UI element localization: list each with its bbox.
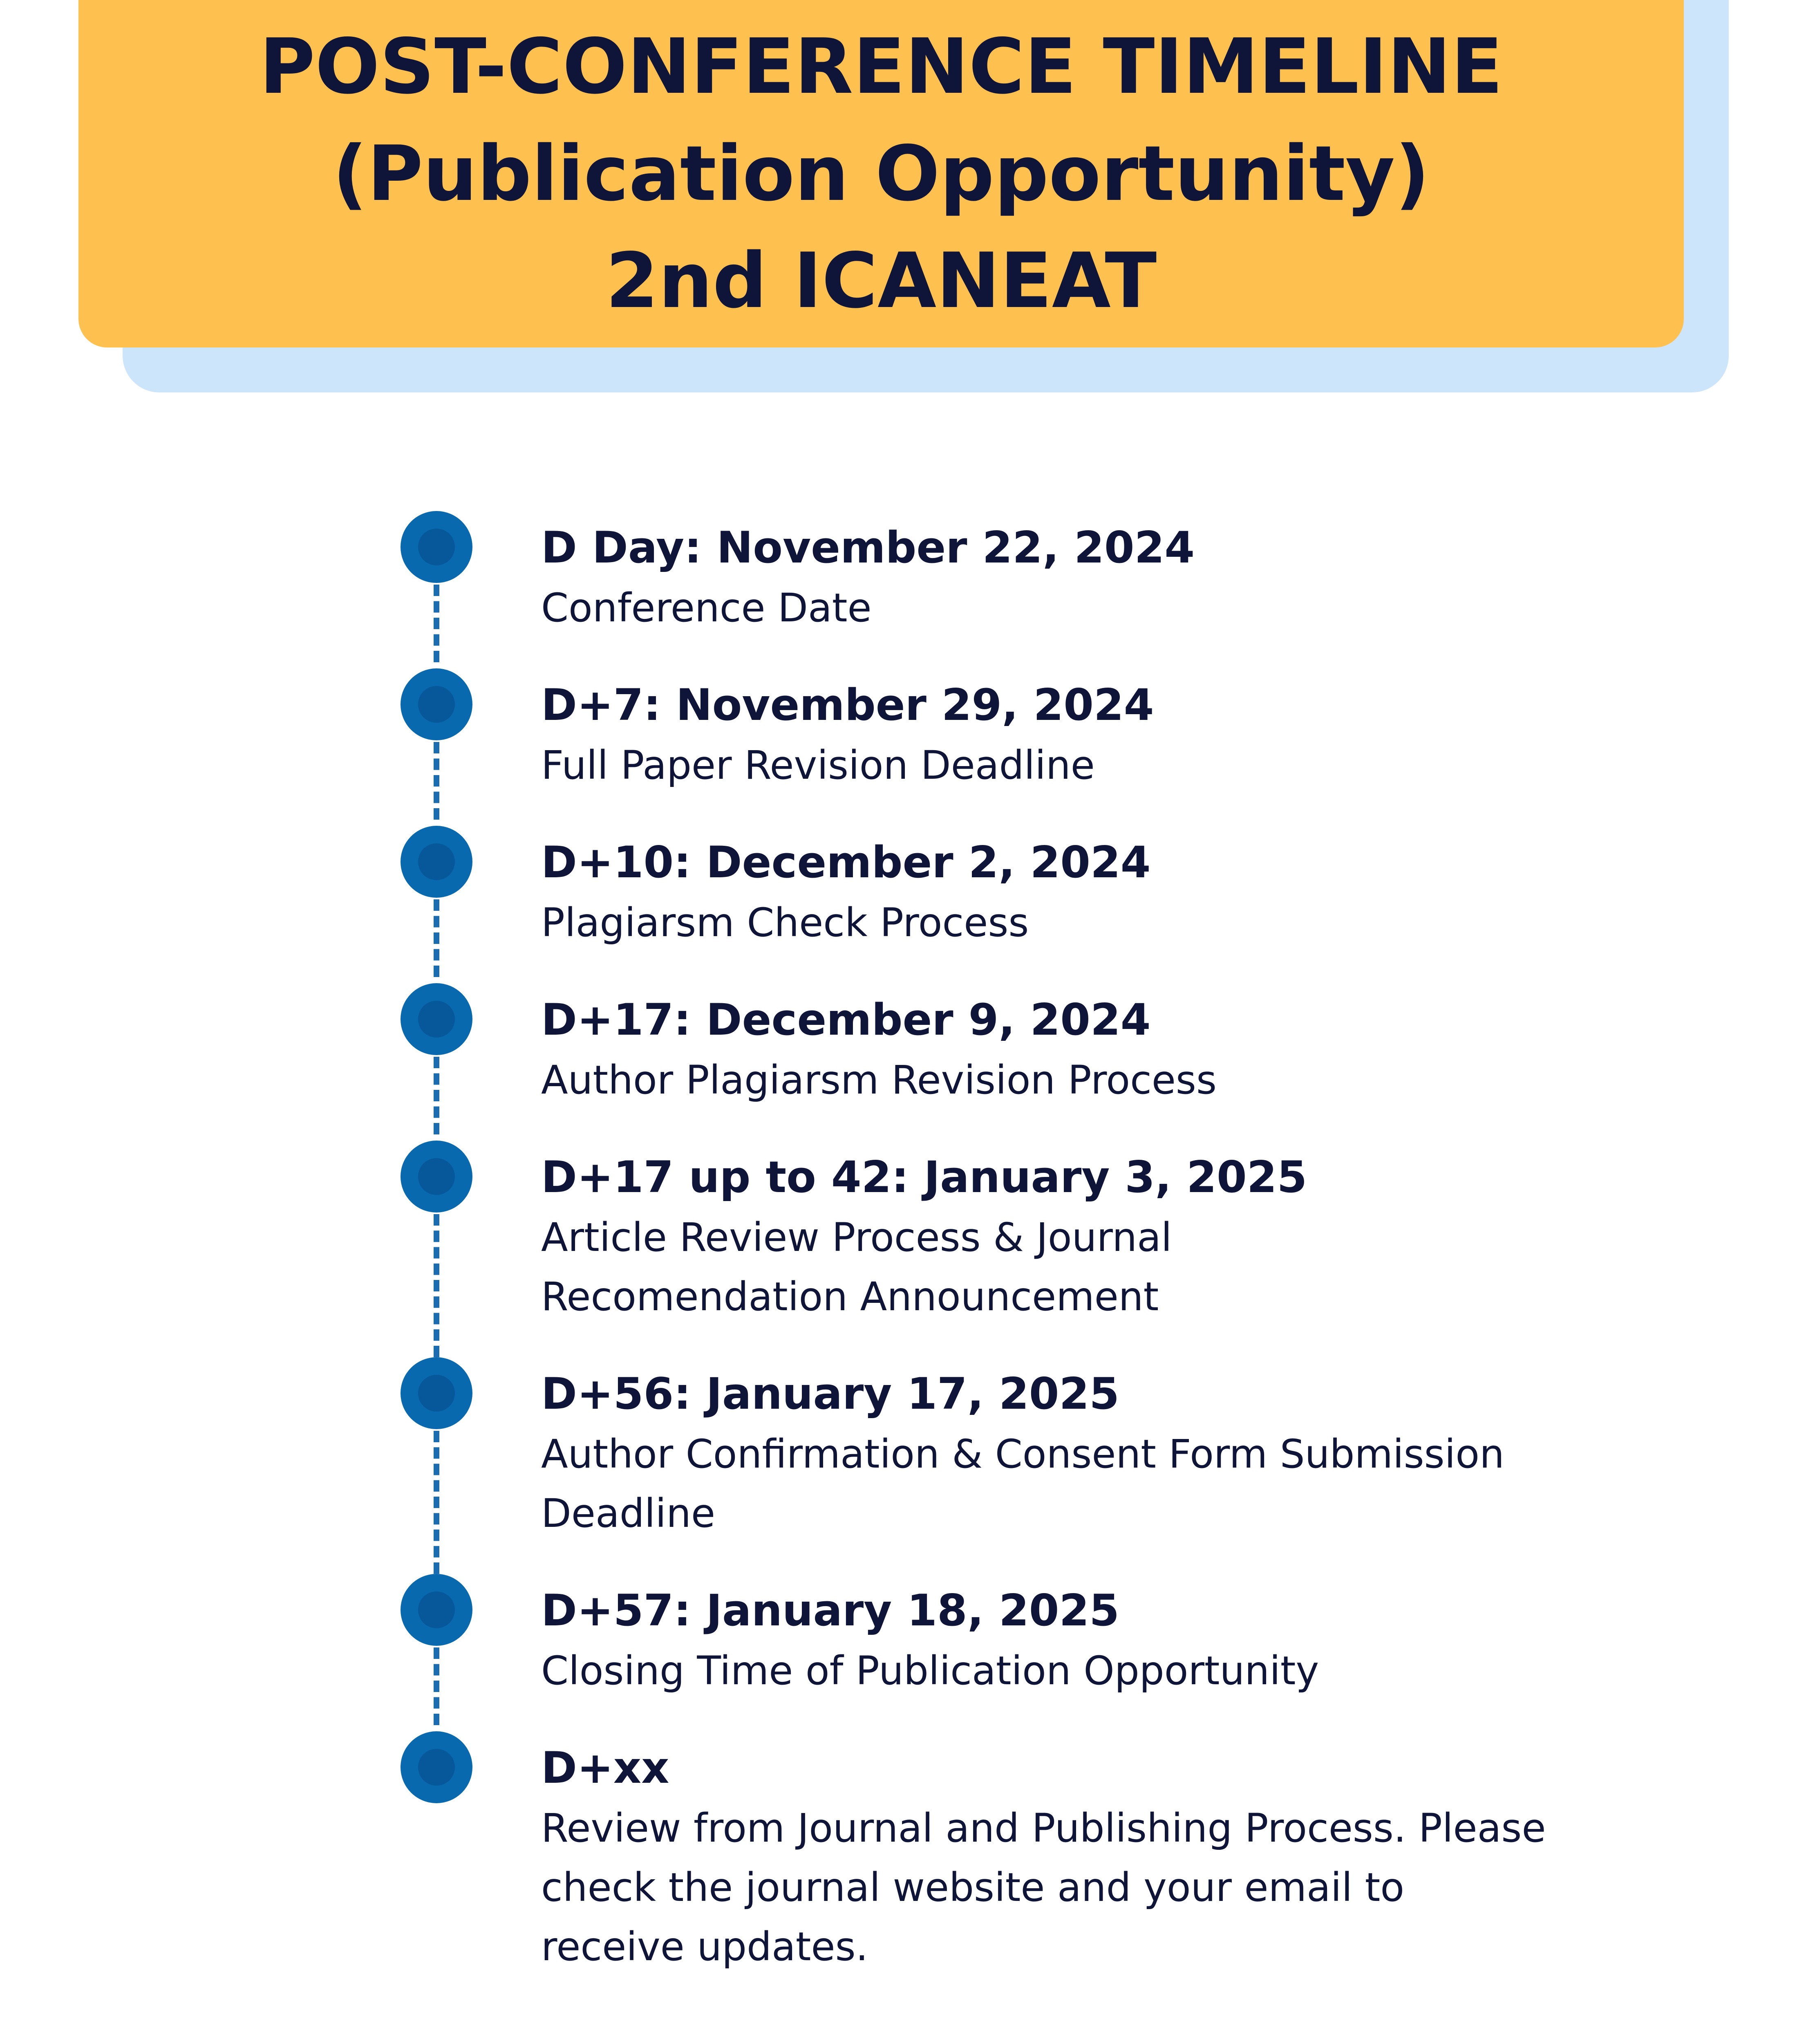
timeline-marker-icon xyxy=(401,983,472,1055)
milestone-date: D+56: January 17, 2025 xyxy=(541,1369,1120,1419)
milestone-description: Closing Time of Publication Opportunity xyxy=(541,1648,1319,1694)
timeline-connector xyxy=(434,1057,439,1134)
milestone-date: D+7: November 29, 2024 xyxy=(541,680,1154,730)
timeline-marker-icon xyxy=(401,511,472,583)
timeline-marker-icon xyxy=(401,1574,472,1646)
timeline-connector xyxy=(434,742,439,820)
timeline-connector xyxy=(434,1647,439,1725)
page-title-line-2: (Publication Opportunity) xyxy=(332,129,1430,218)
page-title-line-1: POST-CONFERENCE TIMELINE xyxy=(259,22,1503,111)
timeline-connector xyxy=(434,1214,439,1357)
timeline-connector xyxy=(434,585,439,662)
milestone-date: D+xx xyxy=(541,1743,669,1793)
milestone-description: Author Plagiarsm Revision Process xyxy=(541,1057,1217,1103)
milestone-description: Review from Journal and Publishing Process. Please check the journal website and your email to receive updates. xyxy=(541,1805,1546,1970)
timeline-connector xyxy=(434,899,439,977)
milestone-date: D Day: November 22, 2024 xyxy=(541,522,1195,573)
milestone-date: D+17 up to 42: January 3, 2025 xyxy=(541,1152,1307,1202)
timeline-marker-icon xyxy=(401,1141,472,1213)
milestone-description: Plagiarsm Check Process xyxy=(541,900,1029,946)
milestone-description: Full Paper Revision Deadline xyxy=(541,742,1095,788)
milestone-description: Article Review Process & Journal Recomendation Announcement xyxy=(541,1215,1172,1320)
milestone-description: Conference Date xyxy=(541,585,872,631)
timeline-marker-icon xyxy=(401,668,472,740)
milestone-date: D+10: December 2, 2024 xyxy=(541,837,1151,888)
timeline-marker-icon xyxy=(401,826,472,898)
timeline-marker-icon xyxy=(401,1357,472,1429)
page-title-line-3: 2nd ICANEAT xyxy=(605,236,1157,325)
timeline-marker-icon xyxy=(401,1731,472,1803)
milestone-description: Author Confirmation & Consent Form Submission Deadline xyxy=(541,1431,1504,1536)
timeline-connector xyxy=(434,1431,439,1574)
milestone-date: D+17: December 9, 2024 xyxy=(541,995,1151,1045)
milestone-date: D+57: January 18, 2025 xyxy=(541,1585,1120,1636)
